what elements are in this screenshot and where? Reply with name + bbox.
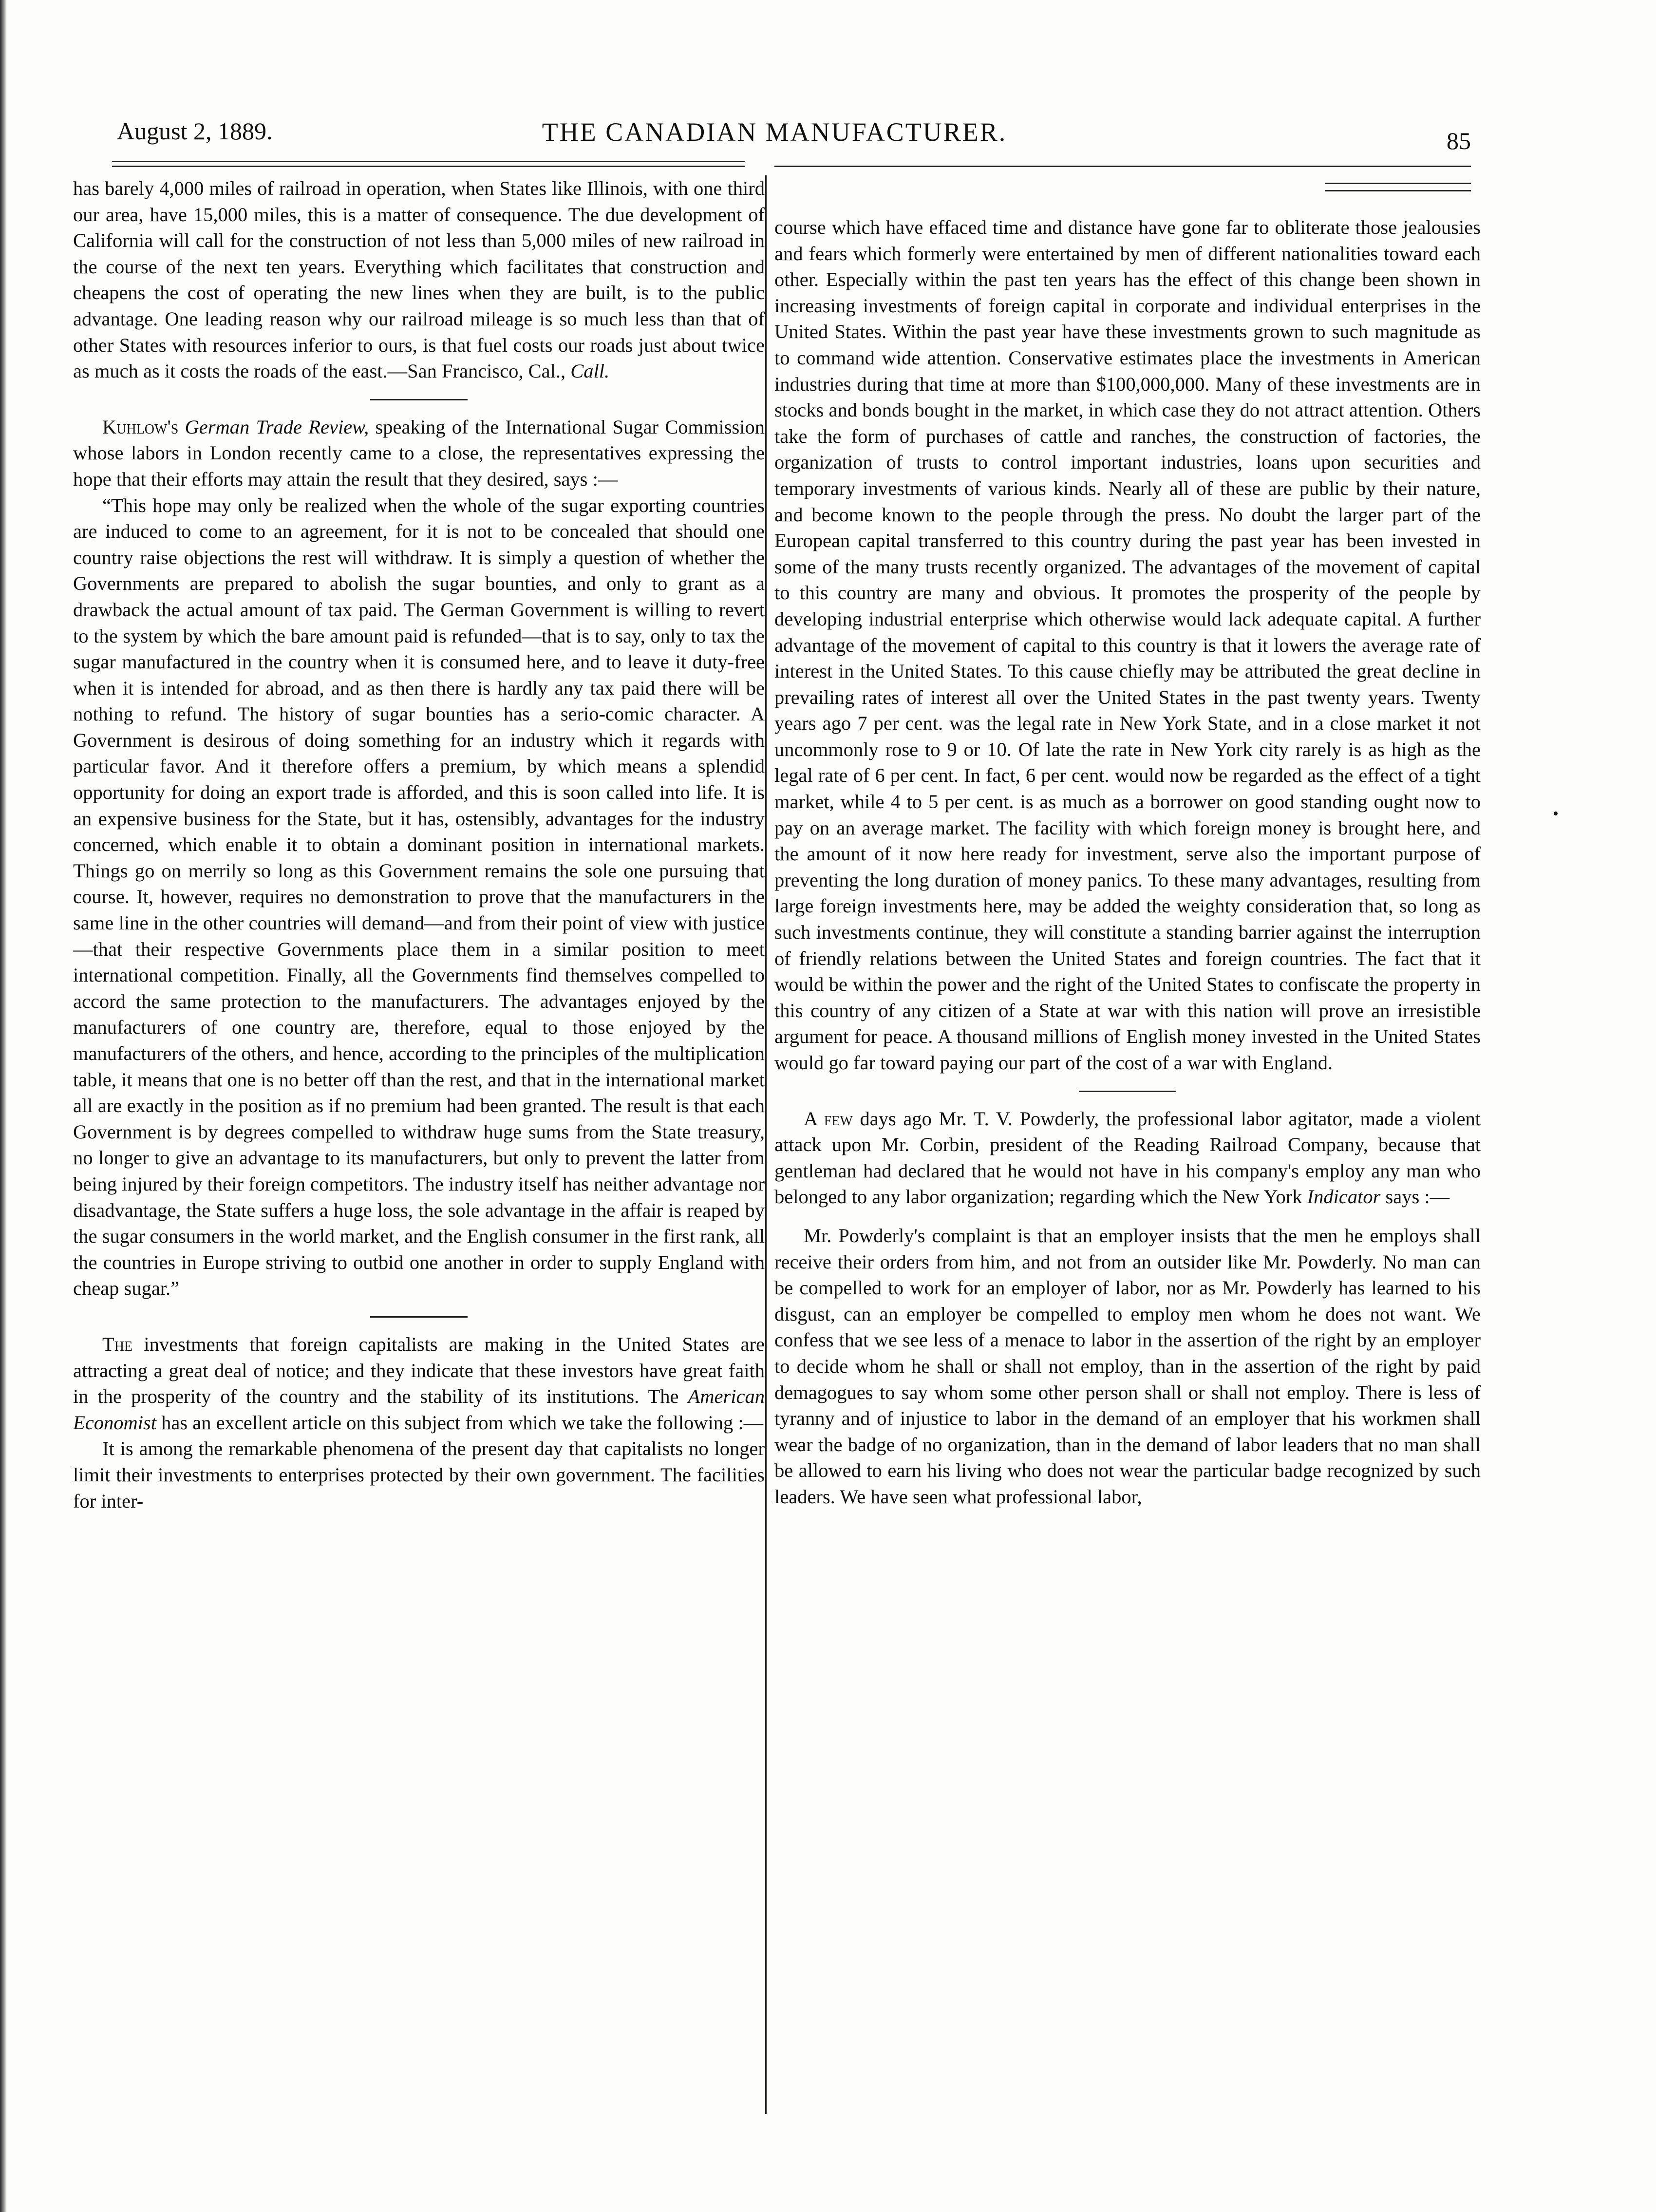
- powderly-intro-text-a: days ago Mr. T. V. Powderly, the professional labor agitator, made a violent attack upon Mr. Corbin, president of the Reading Railroad Company, because that gentleman had declared that he would not have in his company's employ any man who belonged to any labor organization; regarding which the New York: [774, 1107, 1481, 1208]
- header-rule-right-2: [1325, 183, 1471, 184]
- header-date: August 2, 1889.: [117, 117, 273, 145]
- sugar-intro: [73, 414, 765, 492]
- left-column: [73, 175, 765, 1514]
- column-divider: [765, 175, 767, 2114]
- sugar-publication: German Trade Review,: [185, 416, 369, 438]
- article-separator: [370, 399, 468, 400]
- investment-intro-text-b: has an excellent article on this subject from which we take the following :—: [161, 1411, 764, 1434]
- header-rule-right: [774, 166, 1471, 167]
- powderly-publication: Indicator: [1307, 1186, 1381, 1208]
- scan-edge-shadow: [0, 0, 7, 2212]
- railroad-source: Call.: [570, 360, 610, 382]
- header-rule-left-2: [112, 166, 745, 167]
- investment-intro-text-a: investments that foreign capitalists are making in the United States are attracting a great deal of notice; and they indicate that these investors have great faith in the prosperity of the country and the stability of its institutions. The: [73, 1333, 765, 1408]
- header-page-number: 85: [1447, 127, 1471, 154]
- investment-quote-continued: course which have effaced time and distance have gone far to obliterate those jealousies and fears which formerly were entertained by men of different nationalities toward each other. Especially within the past ten years has the effect of this change been shown in increasing investments of foreign capital in corporate and individual enterprises in the United States. Within the past year have these investments grown to such magnitude as to command wide attention. Conservative estimates place the investments in American industries during that time at more than $100,000,000. Many of these investments are in stocks and bonds bought in the market, in which case they do not attract attention. Others take the form of purchases of cattle and ranches, the construction of factories, the organization of trusts to control important industries, loans upon securities and temporary investments of various kinds. Nearly all of these are public by their nature, and become known to the people through the press. No doubt the larger part of the European capital transferred to this country during the past year has been invested in some of the many trusts recently organized. The advantages of the movement of capital to this country are many and obvious. It promotes the prosperity of the people by developing industrial enterprise which otherwise would lack adequate capital. A further advantage of the movement of capital to this country is that it lowers the average rate of interest in the United States. To this cause chiefly may be attributed the great decline in prevailing rates of interest all over the United States in the past twenty years. Twenty years ago 7 per cent. was the legal rate in New York State, and in a close market it not uncommonly rose to 9 or 10. Of late the rate in New York city rarely is as high as the legal rate of 6 per cent. In fact, 6 per cent. would now be regarded as the effect of a tight market, while 4 to 5 per cent. is as much as a borrower on good standing ought now to pay on an average market. The facility with which foreign money is brought here, and the amount of it now here ready for investment, serve also the important purpose of preventing the long duration of money panics. To these many advantages, resulting from large foreign investments here, may be added the weighty consideration that, so long as such investments continue, they will constitute a standing barrier against the interruption of friendly relations between the United States and foreign countries. The fact that it would be within the power and the right of the United States to confiscate the property in this country of any citizen of a State at war with this nation will prove an irresistible argument for peace. A thousand millions of English money invested in the United States would go far toward paying our part of the cost of a war with England.: [774, 216, 1481, 1074]
- powderly-intro-text-b: says :—: [1385, 1186, 1450, 1208]
- investment-publication: American Economist: [73, 1385, 765, 1434]
- investment-intro: [73, 1331, 765, 1436]
- railroad-article: [73, 175, 765, 384]
- header-rule-left: [112, 161, 745, 162]
- margin-speck: •: [1553, 805, 1559, 823]
- powderly-quote: Mr. Powderly's complaint is that an employer insists that the men he employs shall receive their orders from him, and not from an outsider like Mr. Powderly. No man can be compelled to work for an employer of labor, nor as Mr. Powderly has learned to his disgust, can an employer be compelled to employ men whom he does not want. We confess that we see less of a menace to labor in the assertion of the right by an employer to decide whom he shall or shall not employ, than in the assertion of the right by paid demagogues to say whom some other person shall or shall not employ. There is less of tyranny and of injustice to labor in the demand of an employer that his workmen shall wear the badge of no organization, than in the demand of labor leaders that no man shall be allowed to earn his living who does not wear the particular badge recognized by such leaders. We have seen what professional labor,: [774, 1224, 1481, 1508]
- powderly-intro: [774, 1106, 1481, 1210]
- header-rule-right-3: [1325, 190, 1471, 191]
- sugar-lead: Kuhlow's: [102, 416, 179, 438]
- article-separator: [370, 1316, 468, 1318]
- right-column: [774, 214, 1481, 1510]
- sugar-quote: “This hope may only be realized when the whole of the sugar exporting countries are induced to come to an agreement, for it is not to be concealed that should one country raise objections the rest will withdraw. It is simply a question of whether the Governments are prepared to abolish the sugar bounties, and only to grant as a drawback the actual amount of tax paid. The German Government is willing to revert to the system by which the bare amount paid is refunded—that is to say, only to tax the sugar manufactured in the country when it is consumed here, and to leave it duty-free when it is intended for abroad, and as then there is hardly any tax paid there will be nothing to refund. The history of sugar bounties has a serio-comic character. A Government is desirous of doing something for an industry which it regards with particular favor. And it therefore offers a premium, by which means a splendid opportunity for doing an export trade is afforded, and this is soon called into life. It is an expensive business for the State, but it has, ostensibly, advantages for the industry concerned, which enable it to obtain a dominant position in international markets. Things go on merrily so long as this Government remains the sole one pursuing that course. It, however, requires no demonstration to prove that the manufacturers in the same line in the other countries will demand—and from their point of view with justice—that their respective Governments place them in a similar position to meet international competition. Finally, all the Governments find themselves compelled to accord the same protection to the manufacturers. The advantages enjoyed by the manufacturers of one country are, therefore, equal to those enjoyed by the manufacturers of the others, and hence, according to the principles of the multiplication table, it means that one is no better off than the rest, and that in the international market all are exactly in the position as if no premium had been granted. The result is that each Government is by degrees compelled to withdraw huge sums from the State treasury, no longer to give an advantage to its manufacturers, but only to prevent the latter from being injured by their foreign competitors. The industry itself has neither advantage nor disadvantage, the State suffers a huge loss, the sole advantage in the affair is reaped by the sugar consumers in the world market, and the English consumer in the first rank, all the countries in Europe striving to outbid one another in order to supply England with cheap sugar.”: [73, 494, 765, 1300]
- article-separator: [1079, 1091, 1176, 1092]
- sugar-intro-text: speaking of the International Sugar Commission whose labors in London recently came to a close, the representatives expressing the hope that their efforts may attain the result that they desired, says :—: [73, 416, 765, 490]
- header-title: THE CANADIAN MANUFACTURER.: [542, 117, 1007, 147]
- railroad-text: has barely 4,000 miles of railroad in operation, when States like Illinois, with one third our area, have 15,000 miles, this is a matter of consequence. The due development of California will call for the construction of not less than 5,000 miles of new railroad in the course of the next ten years. Everything which facilitates that construction and cheapens the cost of operating the new lines when they are built, is to the public advantage. One leading reason why our railroad mileage is so much less than that of other States with resources inferior to ours, is that fuel costs our roads just about twice as much as it costs the roads of the east.—San Francisco, Cal.,: [73, 177, 765, 382]
- powderly-lead: A few: [804, 1107, 853, 1130]
- investment-quote-start: It is among the remarkable phenomena of the present day that capitalists no longer limit their investments to enterprises protected by their own government. The facilities for inter-: [73, 1437, 765, 1512]
- investment-lead: The: [102, 1333, 133, 1355]
- page-header: [78, 117, 1471, 161]
